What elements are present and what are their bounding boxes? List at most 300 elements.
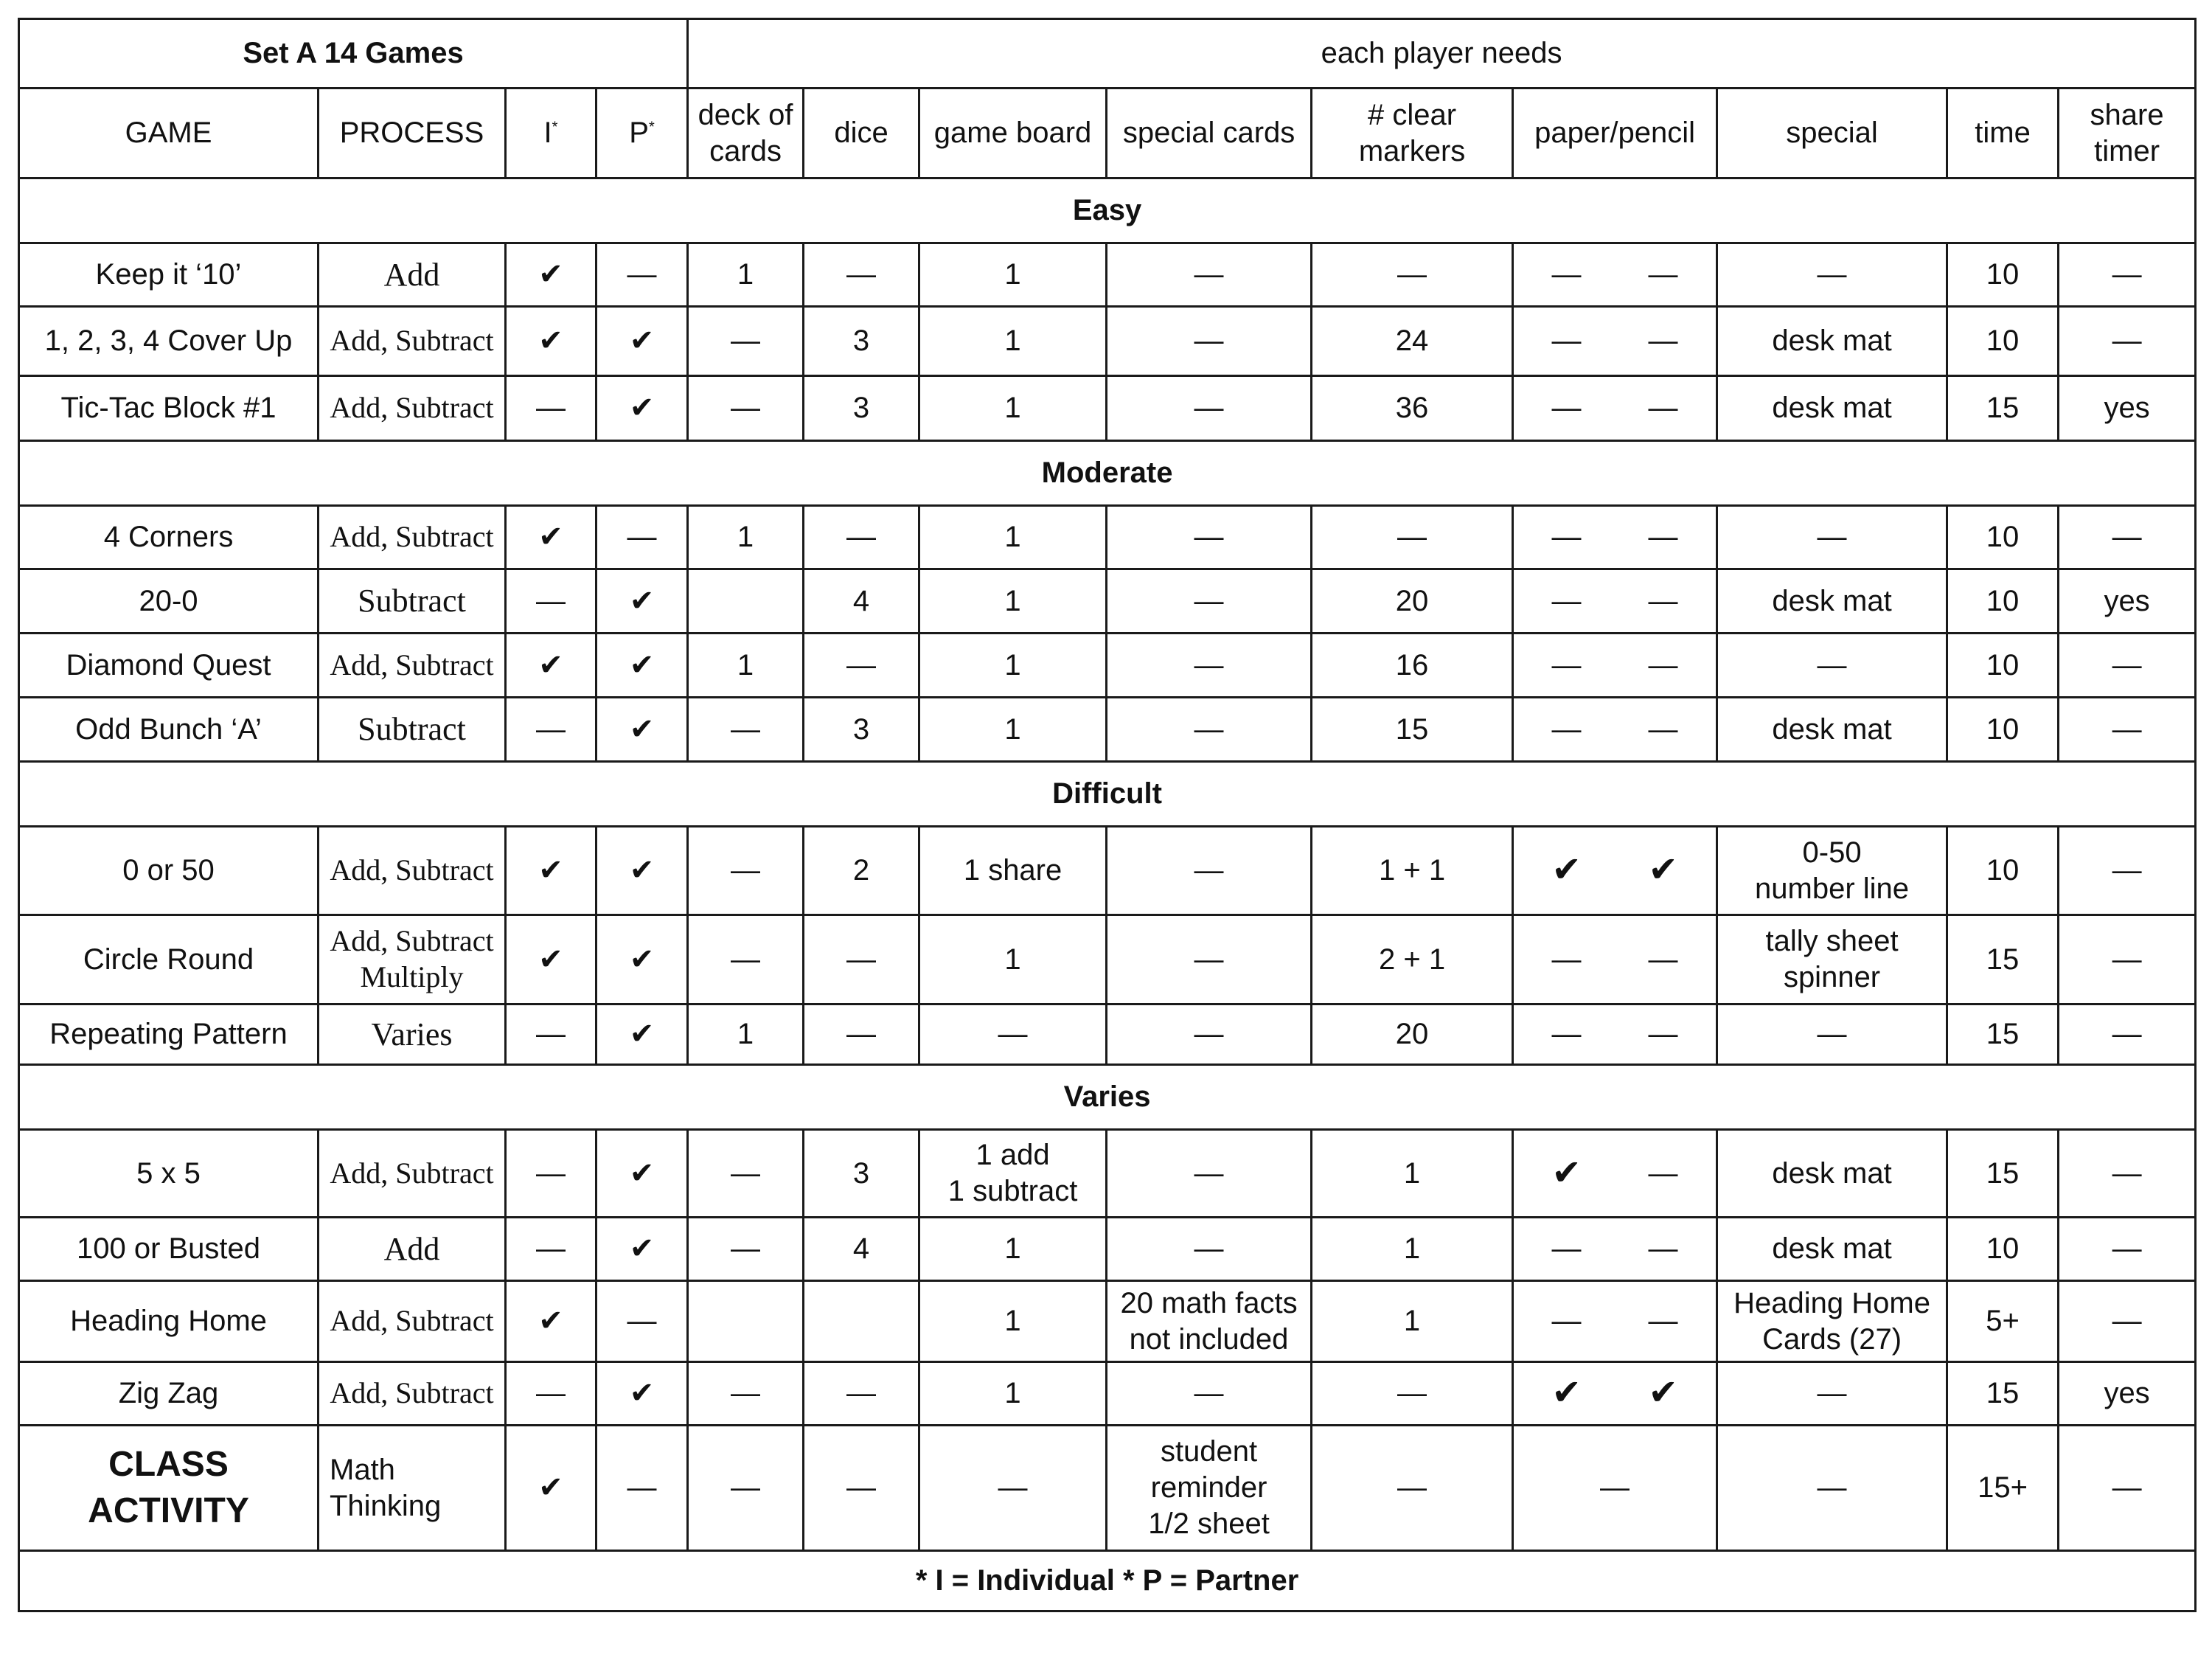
- deck-cell: —: [688, 376, 804, 441]
- process-line: Add, Subtract: [330, 1156, 494, 1190]
- time-cell: 15: [1947, 1130, 2059, 1218]
- special-cards-line: 1/2 sheet: [1148, 1507, 1270, 1540]
- individual-cell: —: [506, 1362, 597, 1426]
- pencil-value: —: [1648, 1305, 1678, 1338]
- special-cards-line: —: [1194, 392, 1224, 425]
- class-activity-line: ACTIVITY: [88, 1491, 249, 1530]
- process-cell: [319, 1130, 506, 1218]
- partner-cell: ✔: [597, 698, 688, 762]
- markers-cell: —: [1312, 506, 1513, 569]
- paper-pencil-pair: [1518, 648, 1711, 684]
- section-row: [19, 762, 2196, 827]
- deck-cell: [688, 569, 804, 634]
- markers-cell: —: [1312, 243, 1513, 307]
- dice-cell: —: [804, 1426, 919, 1551]
- pencil-value: ✔: [1648, 1373, 1678, 1413]
- game-name: Repeating Pattern: [19, 1004, 319, 1065]
- dice-cell: 3: [804, 698, 919, 762]
- paper-pencil-pair: [1518, 1372, 1711, 1415]
- special-cell: [1717, 569, 1947, 634]
- section-heading: Difficult: [19, 762, 2196, 827]
- table-row: [19, 506, 2196, 569]
- individual-asterisk: *: [552, 119, 558, 136]
- special-cards-cell: [1107, 376, 1312, 441]
- special-cards-cell: [1107, 1281, 1312, 1362]
- table-row: [19, 569, 2196, 634]
- dice-cell: 4: [804, 1218, 919, 1281]
- paper-pencil-pair: [1518, 583, 1711, 620]
- paper-pencil-cell: [1513, 827, 1717, 915]
- special-cell: [1717, 506, 1947, 569]
- game-board-cell: [919, 1362, 1107, 1426]
- process-cell: [319, 1362, 506, 1426]
- process-cell: [319, 915, 506, 1004]
- partner-cell: ✔: [597, 915, 688, 1004]
- game-name: Heading Home: [19, 1281, 319, 1362]
- markers-cell: 1 + 1: [1312, 827, 1513, 915]
- special-line: tally sheet: [1765, 925, 1899, 958]
- pencil-value: —: [1648, 325, 1678, 358]
- time-cell: 15: [1947, 1004, 2059, 1065]
- paper-value: ✔: [1551, 1153, 1582, 1193]
- paper-pencil-cell: —: [1513, 1426, 1717, 1551]
- paper-pencil-pair: [1518, 712, 1711, 748]
- special-cell: [1717, 827, 1947, 915]
- table-row: [19, 915, 2196, 1004]
- process-line: Add, Subtract: [330, 853, 494, 887]
- share-timer-cell: —: [2059, 1004, 2196, 1065]
- paper-pencil-cell: [1513, 1130, 1717, 1218]
- individual-cell: —: [506, 1130, 597, 1218]
- partner-cell: ✔: [597, 1130, 688, 1218]
- markers-cell: 1: [1312, 1218, 1513, 1281]
- markers-cell: 1: [1312, 1130, 1513, 1218]
- class-activity-process-line: Math: [330, 1453, 395, 1486]
- game-board-line: 1: [1004, 1377, 1021, 1410]
- paper-value: ✔: [1551, 1373, 1582, 1413]
- time-cell: 5+: [1947, 1281, 2059, 1362]
- paper-pencil-cell: [1513, 1362, 1717, 1426]
- special-cards-line: —: [1194, 854, 1224, 887]
- dice-cell: [804, 1281, 919, 1362]
- special-cards-line: —: [1194, 584, 1224, 617]
- deck-header-line-1: deck of: [698, 98, 793, 131]
- individual-cell: —: [506, 698, 597, 762]
- section-row: [19, 1065, 2196, 1130]
- column-header-row: [19, 89, 2196, 178]
- col-header-clear-markers: [1312, 89, 1513, 178]
- special-line: —: [1817, 1018, 1847, 1051]
- game-board-line: 1: [1004, 392, 1021, 425]
- deck-cell: —: [688, 698, 804, 762]
- markers-cell: 24: [1312, 307, 1513, 376]
- share-timer-cell: —: [2059, 634, 2196, 698]
- share-timer-cell: —: [2059, 1281, 2196, 1362]
- game-name: 0 or 50: [19, 827, 319, 915]
- individual-cell: —: [506, 1004, 597, 1065]
- process-cell: [319, 1281, 506, 1362]
- section-heading: Varies: [19, 1065, 2196, 1130]
- game-board-line: 1: [1004, 1232, 1021, 1266]
- pencil-value: —: [1648, 584, 1678, 617]
- game-board-line: 1: [1004, 584, 1021, 617]
- deck-cell: [688, 1281, 804, 1362]
- special-line: —: [1817, 521, 1847, 554]
- table-row: [19, 307, 2196, 376]
- game-name: Diamond Quest: [19, 634, 319, 698]
- paper-value: ✔: [1551, 850, 1582, 890]
- process-line: Add, Subtract: [330, 1376, 494, 1410]
- paper-pencil-cell: [1513, 1004, 1717, 1065]
- partner-cell: ✔: [597, 569, 688, 634]
- markers-cell: 36: [1312, 376, 1513, 441]
- process-cell: [319, 307, 506, 376]
- share-timer-cell: —: [2059, 915, 2196, 1004]
- paper-pencil-pair: [1518, 849, 1711, 892]
- game-board-line: 1: [1004, 1305, 1021, 1338]
- col-header-game-board: game board: [919, 89, 1107, 178]
- game-name: Zig Zag: [19, 1362, 319, 1426]
- individual-cell: ✔: [506, 1281, 597, 1362]
- individual-cell: ✔: [506, 243, 597, 307]
- deck-cell: 1: [688, 1004, 804, 1065]
- process-cell: [319, 634, 506, 698]
- share-timer-cell: yes: [2059, 376, 2196, 441]
- markers-header-line-1: # clear: [1368, 98, 1457, 131]
- individual-cell: ✔: [506, 506, 597, 569]
- special-cards-line: —: [1194, 1156, 1224, 1190]
- paper-value: —: [1551, 521, 1582, 554]
- process-line: Add: [383, 256, 440, 293]
- paper-value: —: [1551, 584, 1582, 617]
- markers-cell: —: [1312, 1362, 1513, 1426]
- special-cards-line: not included: [1129, 1322, 1289, 1356]
- paper-value: —: [1551, 325, 1582, 358]
- table-row: [19, 1004, 2196, 1065]
- process-cell: [319, 1004, 506, 1065]
- game-name: 20-0: [19, 569, 319, 634]
- paper-pencil-cell: [1513, 698, 1717, 762]
- col-header-time: time: [1947, 89, 2059, 178]
- partner-cell: ✔: [597, 376, 688, 441]
- share-timer-cell: —: [2059, 698, 2196, 762]
- special-line: number line: [1755, 872, 1910, 905]
- class-activity-row: [19, 1426, 2196, 1551]
- paper-pencil-cell: [1513, 1218, 1717, 1281]
- share-timer-cell: yes: [2059, 569, 2196, 634]
- deck-cell: —: [688, 307, 804, 376]
- special-line: desk mat: [1772, 392, 1892, 425]
- special-cards-cell: [1107, 1362, 1312, 1426]
- game-board-cell: [919, 506, 1107, 569]
- dice-cell: 3: [804, 376, 919, 441]
- share-timer-cell: —: [2059, 1130, 2196, 1218]
- process-line: Add, Subtract: [330, 648, 494, 681]
- game-board-cell: [919, 698, 1107, 762]
- partner-cell: —: [597, 1281, 688, 1362]
- special-line: spinner: [1783, 961, 1881, 993]
- section-heading: Moderate: [19, 441, 2196, 506]
- markers-cell: 1: [1312, 1281, 1513, 1362]
- col-header-individual-label: I: [543, 117, 552, 150]
- share-timer-cell: —: [2059, 1426, 2196, 1551]
- special-cards-cell: [1107, 827, 1312, 915]
- games-table-sheet: [18, 18, 2194, 1652]
- dice-cell: 3: [804, 307, 919, 376]
- col-header-partner-label: P: [629, 117, 649, 150]
- partner-cell: ✔: [597, 827, 688, 915]
- paper-pencil-pair: [1518, 1231, 1711, 1267]
- individual-cell: ✔: [506, 827, 597, 915]
- process-cell: [319, 569, 506, 634]
- col-header-deck-of-cards: [688, 89, 804, 178]
- pencil-value: —: [1648, 392, 1678, 425]
- game-board-line: 1 subtract: [947, 1175, 1078, 1207]
- table-row: [19, 1218, 2196, 1281]
- dice-cell: —: [804, 1362, 919, 1426]
- time-cell: 10: [1947, 569, 2059, 634]
- markers-cell: 20: [1312, 1004, 1513, 1065]
- special-line: —: [1817, 1377, 1847, 1410]
- deck-cell: 1: [688, 506, 804, 569]
- special-cards-line: —: [1194, 1232, 1224, 1266]
- game-board-cell: [919, 1281, 1107, 1362]
- class-activity-line: CLASS: [108, 1445, 229, 1485]
- pencil-value: —: [1648, 1232, 1678, 1266]
- deck-cell: 1: [688, 243, 804, 307]
- class-activity-process-line: Thinking: [330, 1489, 442, 1522]
- game-board-line: 1: [1004, 258, 1021, 291]
- partner-asterisk: *: [648, 119, 655, 136]
- markers-cell: 2 + 1: [1312, 915, 1513, 1004]
- individual-cell: —: [506, 569, 597, 634]
- dice-cell: —: [804, 634, 919, 698]
- special-cell: [1717, 698, 1947, 762]
- process-line: Subtract: [358, 583, 466, 620]
- games-table: [18, 18, 2197, 1612]
- dice-cell: —: [804, 915, 919, 1004]
- dice-cell: 2: [804, 827, 919, 915]
- partner-cell: —: [597, 1426, 688, 1551]
- paper-pencil-cell: [1513, 634, 1717, 698]
- process-line: Multiply: [360, 960, 464, 993]
- page-title: Set A 14 Games: [19, 19, 688, 89]
- game-name: 5 x 5: [19, 1130, 319, 1218]
- game-board-cell: [919, 569, 1107, 634]
- game-name: 4 Corners: [19, 506, 319, 569]
- paper-value: —: [1551, 1305, 1582, 1338]
- paper-pencil-pair: [1518, 1016, 1711, 1052]
- game-name: Odd Bunch ‘A’: [19, 698, 319, 762]
- deck-cell: —: [688, 1130, 804, 1218]
- special-cell: [1717, 1004, 1947, 1065]
- special-cards-line: —: [1194, 325, 1224, 358]
- special-line: desk mat: [1772, 1232, 1892, 1266]
- game-board-cell: [919, 307, 1107, 376]
- section-row: [19, 441, 2196, 506]
- special-line: 0-50: [1802, 836, 1862, 869]
- paper-pencil-pair: [1518, 390, 1711, 426]
- deck-cell: —: [688, 1218, 804, 1281]
- special-cell: —: [1717, 1426, 1947, 1551]
- process-line: Add, Subtract: [330, 924, 494, 958]
- col-header-paper-pencil: paper/pencil: [1513, 89, 1717, 178]
- special-line: —: [1817, 258, 1847, 291]
- markers-cell: 15: [1312, 698, 1513, 762]
- process-cell: [319, 243, 506, 307]
- partner-cell: ✔: [597, 1362, 688, 1426]
- time-cell: 10: [1947, 1218, 2059, 1281]
- game-name: Circle Round: [19, 915, 319, 1004]
- paper-pencil-cell: [1513, 243, 1717, 307]
- markers-cell: 20: [1312, 569, 1513, 634]
- paper-pencil-cell: [1513, 376, 1717, 441]
- special-cell: [1717, 1362, 1947, 1426]
- paper-pencil-cell: [1513, 307, 1717, 376]
- table-row: [19, 698, 2196, 762]
- game-board-cell: —: [919, 1426, 1107, 1551]
- special-cards-line: —: [1194, 1377, 1224, 1410]
- special-line: desk mat: [1772, 325, 1892, 358]
- game-board-cell: [919, 827, 1107, 915]
- paper-value: —: [1551, 943, 1582, 976]
- game-board-line: 1 share: [963, 854, 1062, 887]
- special-cell: [1717, 1281, 1947, 1362]
- paper-pencil-pair: [1518, 323, 1711, 359]
- partner-cell: ✔: [597, 634, 688, 698]
- col-header-game: GAME: [19, 89, 319, 178]
- paper-pencil-pair: [1518, 257, 1711, 293]
- pencil-value: —: [1648, 648, 1678, 681]
- deck-cell: 1: [688, 634, 804, 698]
- paper-value: —: [1551, 648, 1582, 681]
- time-cell: 10: [1947, 698, 2059, 762]
- process-line: Subtract: [358, 711, 466, 748]
- time-cell: 10: [1947, 506, 2059, 569]
- paper-pencil-cell: [1513, 1281, 1717, 1362]
- special-cell: [1717, 1218, 1947, 1281]
- share-timer-cell: —: [2059, 243, 2196, 307]
- pencil-value: —: [1648, 943, 1678, 976]
- col-header-special: special: [1717, 89, 1947, 178]
- game-board-cell: [919, 243, 1107, 307]
- special-cards-line: —: [1194, 712, 1224, 746]
- special-cards-cell: [1107, 1004, 1312, 1065]
- deck-cell: —: [688, 1426, 804, 1551]
- individual-cell: ✔: [506, 307, 597, 376]
- special-cards-cell: [1107, 634, 1312, 698]
- special-cell: [1717, 1130, 1947, 1218]
- share-timer-cell: yes: [2059, 1362, 2196, 1426]
- process-cell: [319, 827, 506, 915]
- special-cards-cell: [1107, 307, 1312, 376]
- game-board-cell: [919, 915, 1107, 1004]
- special-cards-cell: [1107, 569, 1312, 634]
- time-cell: 10: [1947, 827, 2059, 915]
- pencil-value: —: [1648, 1156, 1678, 1190]
- share-timer-cell: —: [2059, 827, 2196, 915]
- pencil-value: ✔: [1648, 850, 1678, 890]
- share-timer-header-line-1: share: [2090, 98, 2164, 131]
- process-cell: [319, 506, 506, 569]
- special-cell: [1717, 307, 1947, 376]
- table-row: [19, 1362, 2196, 1426]
- markers-cell: 16: [1312, 634, 1513, 698]
- paper-value: —: [1551, 392, 1582, 425]
- special-line: —: [1817, 648, 1847, 681]
- individual-cell: —: [506, 376, 597, 441]
- section-heading: Easy: [19, 178, 2196, 243]
- special-cell: [1717, 243, 1947, 307]
- time-cell: 10: [1947, 243, 2059, 307]
- partner-cell: ✔: [597, 1218, 688, 1281]
- game-board-line: 1: [1004, 943, 1021, 976]
- markers-header-line-2: markers: [1358, 134, 1466, 167]
- paper-value: —: [1551, 258, 1582, 291]
- process-line: Add, Subtract: [330, 520, 494, 554]
- special-cell: [1717, 915, 1947, 1004]
- paper-pencil-pair: [1518, 1152, 1711, 1196]
- dice-cell: —: [804, 506, 919, 569]
- process-cell: [319, 698, 506, 762]
- col-header-process: PROCESS: [319, 89, 506, 178]
- game-board-cell: [919, 1130, 1107, 1218]
- pencil-value: —: [1648, 1018, 1678, 1051]
- process-line: Add, Subtract: [330, 391, 494, 425]
- special-cards-line: reminder: [1150, 1471, 1267, 1505]
- special-cards-line: —: [1194, 648, 1224, 681]
- paper-pencil-cell: [1513, 506, 1717, 569]
- special-cell: [1717, 376, 1947, 441]
- game-board-line: 1: [1004, 521, 1021, 554]
- special-cards-line: —: [1194, 521, 1224, 554]
- process-cell: [319, 376, 506, 441]
- game-name: Keep it ‘10’: [19, 243, 319, 307]
- process-line: Add, Subtract: [330, 324, 494, 358]
- game-name: Tic-Tac Block #1: [19, 376, 319, 441]
- paper-pencil-cell: [1513, 915, 1717, 1004]
- time-cell: 10: [1947, 307, 2059, 376]
- special-line: desk mat: [1772, 712, 1892, 746]
- special-line: desk mat: [1772, 584, 1892, 617]
- special-cards-line: student: [1160, 1435, 1258, 1468]
- dice-cell: 3: [804, 1130, 919, 1218]
- dice-cell: 4: [804, 569, 919, 634]
- special-line: Cards (27): [1762, 1322, 1902, 1356]
- table-row: [19, 1130, 2196, 1218]
- partner-cell: ✔: [597, 1004, 688, 1065]
- game-board-cell: [919, 1004, 1107, 1065]
- game-board-line: 1: [1004, 325, 1021, 358]
- paper-value: —: [1551, 1232, 1582, 1266]
- dice-cell: —: [804, 243, 919, 307]
- game-board-line: 1: [1004, 648, 1021, 681]
- deck-cell: —: [688, 915, 804, 1004]
- markers-cell: —: [1312, 1426, 1513, 1551]
- special-line: Heading Home: [1733, 1286, 1930, 1319]
- game-name: 1, 2, 3, 4 Cover Up: [19, 307, 319, 376]
- share-timer-cell: —: [2059, 506, 2196, 569]
- table-row: [19, 376, 2196, 441]
- special-cards-cell: [1107, 915, 1312, 1004]
- special-cards-cell: [1107, 1218, 1312, 1281]
- special-cards-cell: [1107, 506, 1312, 569]
- table-row: [19, 243, 2196, 307]
- time-cell: 15+: [1947, 1426, 2059, 1551]
- individual-cell: ✔: [506, 1426, 597, 1551]
- process-line: Add: [383, 1230, 440, 1267]
- game-board-cell: [919, 634, 1107, 698]
